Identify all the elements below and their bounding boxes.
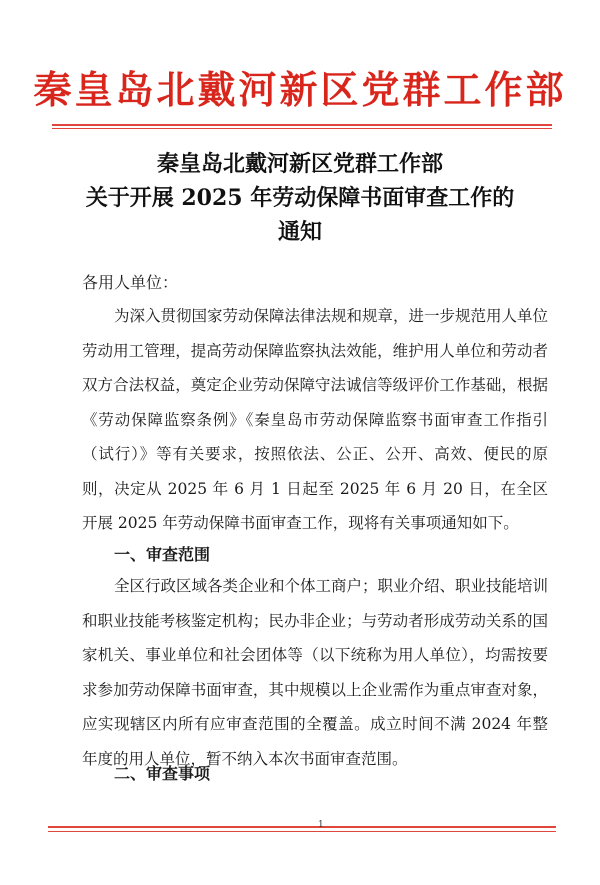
salutation: 各用人单位： bbox=[82, 273, 179, 292]
letterhead-red-rule bbox=[52, 124, 552, 126]
scope-paragraph: 全区行政区域各类企业和个体工商户；职业介绍、职业技能培训和职业技能考核鉴定机构；民办非企业；与劳动者形成劳动关系的国家机关、事业单位和社会团体等（以下统称为用人单位），均需按要求参加劳动保障书面审查，其中规模以上企业需作为重点审查对象，应实现辖区内所有应审查范围的全覆盖。成立时间不满 2024 年整年度的用人单位，暂不纳入本次书面审查范围。 bbox=[82, 577, 549, 768]
letterhead-org-name: 秦皇岛北戴河新区党群工作部 bbox=[33, 67, 567, 112]
document-title-line-3: 通知 bbox=[277, 219, 322, 245]
intro-paragraph: 为深入贯彻国家劳动保障法律法规和规章，进一步规范用人单位劳动用工管理，提高劳动保障监察执法效能，维护用人单位和劳动者双方合法权益，奠定企业劳动保障守法诚信等级评价工作基础，根据《劳动保障监察条例》《秦皇岛市劳动保障监察书面审查工作指引（试行）》等有关要求，按照依法、公正、公开、高效、便民的原则，决定从 2025 年 6 月 1 日起至 2025 年 6 月 20 日，在全区开展 2025 年劳动保障书面审查工作，现将有关事项通知如下。 bbox=[82, 307, 549, 532]
section-heading-items: 二、审查事项 bbox=[114, 764, 211, 783]
letterhead-red-rule-thin bbox=[52, 128, 552, 129]
footer-red-rule-thin bbox=[48, 831, 556, 832]
footer-red-rule bbox=[48, 826, 556, 828]
page-number: 1 bbox=[318, 820, 324, 830]
document-title-line-1: 秦皇岛北戴河新区党群工作部 bbox=[156, 151, 443, 177]
section-heading-scope: 一、审查范围 bbox=[114, 545, 211, 564]
document-title-line-2: 关于开展 2025 年劳动保障书面审查工作的 bbox=[85, 185, 515, 211]
